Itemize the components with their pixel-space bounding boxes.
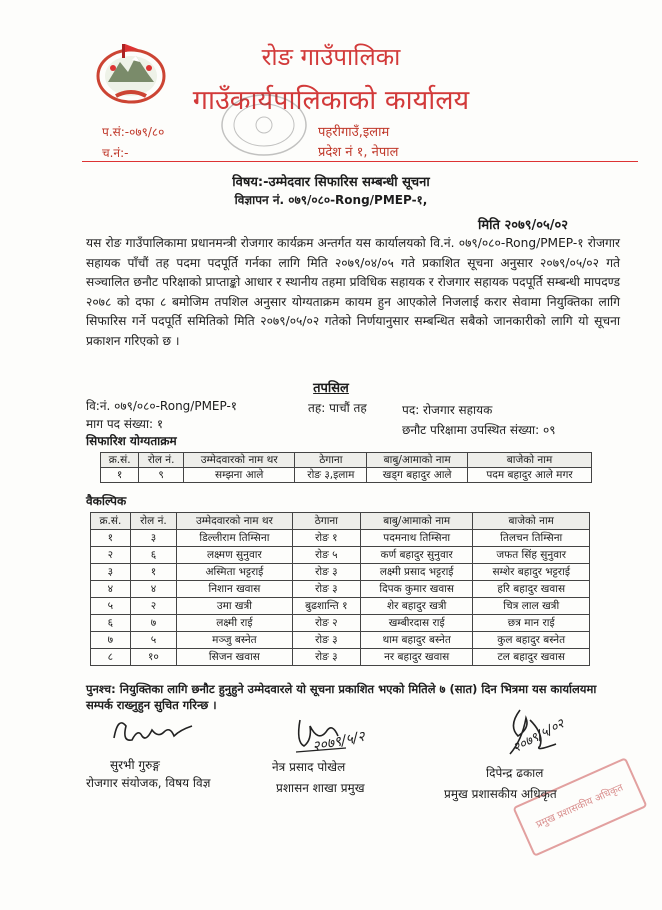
table-header-row bbox=[91, 513, 590, 530]
signature-3-date: २०७९/५/०२ bbox=[510, 716, 568, 757]
table-row bbox=[91, 564, 590, 581]
table-cell: खड्ग बहादुर आले bbox=[367, 468, 468, 483]
table-row bbox=[91, 632, 590, 649]
signatory-3-title: प्रमुख प्रशासकीय अधिकृत bbox=[444, 787, 557, 801]
table-row bbox=[91, 598, 590, 615]
table-cell: लक्ष्मी प्रसाद भट्टराई bbox=[360, 564, 472, 581]
table-cell: लक्ष्मी राई bbox=[177, 615, 293, 632]
column-header: रोल नं. bbox=[139, 453, 184, 468]
signatory-3-name: दिपेन्द्र ढकाल bbox=[486, 766, 544, 780]
signature-2-date: २०७९/५/२ bbox=[311, 728, 367, 756]
table-row bbox=[91, 581, 590, 598]
table-cell: नर बहादुर खवास bbox=[360, 649, 472, 666]
municipality-title: रोङ गाउँपालिका bbox=[261, 43, 401, 71]
office-title: गाउँकार्यपालिकाको कार्यालय bbox=[192, 85, 470, 116]
notice-number: विज्ञापन नं. ०७९/०८०-Rong/PMEP-१, bbox=[234, 193, 428, 207]
column-header: बाबु/आमाको नाम bbox=[367, 453, 468, 468]
table-cell: ४ bbox=[130, 581, 176, 598]
table-cell: ३ bbox=[91, 564, 131, 581]
position-name: पद: रोजगार सहायक bbox=[402, 403, 493, 417]
table-cell: हरि बहादुर खवास bbox=[473, 581, 590, 598]
table-cell: रोङ १ bbox=[292, 530, 360, 547]
table-cell: सम्शेर बहादुर भट्टराई bbox=[473, 564, 590, 581]
table-cell: सिजन खवास bbox=[177, 649, 293, 666]
column-header: क्र.सं. bbox=[91, 513, 131, 530]
alternate-section-heading: वैकल्पिक bbox=[86, 494, 127, 508]
table-row bbox=[91, 530, 590, 547]
column-header: ठेगाना bbox=[292, 513, 360, 530]
table-header-row bbox=[101, 453, 592, 468]
column-header: रोल नं. bbox=[130, 513, 176, 530]
notice-subject: विषय:-उम्मेदवार सिफारिस सम्बन्धी सूचना bbox=[232, 175, 430, 190]
table-cell: मञ्जु बस्नेत bbox=[177, 632, 293, 649]
exam-attendance-count: छनौट परिक्षामा उपस्थित संख्या: ०९ bbox=[402, 423, 556, 437]
column-header: उम्मेदवारको नाम थर bbox=[183, 453, 294, 468]
table-cell: कर्ण बहादुर सुनुवार bbox=[360, 547, 472, 564]
position-level: तह: पाचौं तह bbox=[308, 401, 367, 415]
table-cell: खम्बीरदास राई bbox=[360, 615, 472, 632]
table-cell: उमा खत्री bbox=[177, 598, 293, 615]
office-province: प्रदेश नं १, नेपाल bbox=[318, 145, 399, 160]
table-cell: टल बहादुर खवास bbox=[473, 649, 590, 666]
table-cell: पदम बहादुर आले मगर bbox=[467, 468, 591, 483]
table-cell: जफत सिंह सुनुवार bbox=[473, 547, 590, 564]
column-header: ठेगाना bbox=[295, 453, 367, 468]
demand-count: माग पद संख्या: १ bbox=[86, 417, 164, 431]
table-cell: ५ bbox=[130, 632, 176, 649]
alternate-table bbox=[90, 512, 590, 666]
table-cell: १ bbox=[130, 564, 176, 581]
table-cell: ६ bbox=[130, 547, 176, 564]
vacancy-number: वि:नं. ०७९/०८०-Rong/PMEP-१ bbox=[86, 399, 238, 413]
table-row bbox=[91, 649, 590, 666]
column-header: उम्मेदवारको नाम थर bbox=[177, 513, 293, 530]
table-cell: अस्मिता भट्टराई bbox=[177, 564, 293, 581]
table-cell: पदमनाथ तिम्सिना bbox=[360, 530, 472, 547]
table-row bbox=[91, 615, 590, 632]
notice-date: मिति २०७९/०५/०२ bbox=[478, 218, 569, 233]
recommended-table bbox=[100, 452, 592, 483]
column-header: बाजेको नाम bbox=[473, 513, 590, 530]
table-cell: २ bbox=[91, 547, 131, 564]
table-cell: ८ bbox=[91, 649, 131, 666]
table-cell: रोङ ५ bbox=[292, 547, 360, 564]
table-cell: ९ bbox=[139, 468, 184, 483]
table-cell: ५ bbox=[91, 598, 131, 615]
signatory-1-name: सुरभी गुरुङ्ग bbox=[110, 758, 160, 772]
table-cell: १० bbox=[130, 649, 176, 666]
table-cell: रोङ ३ bbox=[292, 632, 360, 649]
office-address: पहरीगाउँ,इलाम bbox=[318, 125, 390, 140]
table-cell: सम्झना आले bbox=[183, 468, 294, 483]
table-row bbox=[91, 547, 590, 564]
signatory-2-title: प्रशासन शाखा प्रमुख bbox=[276, 781, 365, 795]
table-cell: रोङ ३ bbox=[292, 564, 360, 581]
table-cell: ३ bbox=[130, 530, 176, 547]
table-cell: निशान खवास bbox=[177, 581, 293, 598]
table-row bbox=[101, 468, 592, 483]
table-cell: दिपक कुमार खवास bbox=[360, 581, 472, 598]
table-cell: शेर बहादुर खत्री bbox=[360, 598, 472, 615]
table-cell: १ bbox=[101, 468, 139, 483]
column-header: बाजेको नाम bbox=[467, 453, 591, 468]
notice-body: यस रोङ गाउँपालिकामा प्रधानमन्त्री रोजगार कार्यक्रम अन्तर्गत यस कार्यालयको वि.नं. ०७९/०८०-Rong/PMEP-१ रोजगार सहायक पाँचौं तह पदमा पदपूर्ति गर्नका लागि मिति २०७९/०४/०५ गते प्रकाशित सूचना अनुसार २०७९/०५/०२ गते सञ्चालित छनौट परिक्षाको प्राप्ताङ्को आधार र स्थानीय तहमा प्रविधिक सहायक र रोजगार सहायक पदपूर्ति सम्बन्धी मापदण्ड २०७८ को दफा ८ बमोजिम तपशिल अनुसार योग्यताक्रम कायम हुन आएकोले निजलाई करार सेवामा नियुक्तिका लागि सिफारिस गर्ने पदपूर्ति समितिको मिति २०७९/०५/०२ गतेको निर्णयानुसार सम्बन्धित सबैको जानकारीको लागि यो सूचना प्रकाशन गरिएको छ । bbox=[86, 236, 620, 348]
table-cell: ७ bbox=[91, 632, 131, 649]
table-cell: ६ bbox=[91, 615, 131, 632]
reference-number: प.सं:-०७९/८० bbox=[102, 125, 165, 139]
table-cell: रोङ ३,इलाम bbox=[295, 468, 367, 483]
table-cell: ७ bbox=[130, 615, 176, 632]
table-cell: रोङ ३ bbox=[292, 581, 360, 598]
table-cell: थाम बहादुर बस्नेत bbox=[360, 632, 472, 649]
table-cell: डिल्लीराम तिम्सिना bbox=[177, 530, 293, 547]
table-cell: ४ bbox=[91, 581, 131, 598]
column-header: बाबु/आमाको नाम bbox=[360, 513, 472, 530]
signatory-1-title: रोजगार संयोजक, विषय विज्ञ bbox=[86, 776, 211, 790]
dispatch-number: च.नं:- bbox=[102, 146, 129, 160]
table-cell: रोङ २ bbox=[292, 615, 360, 632]
table-cell: तिलचन तिम्सिना bbox=[473, 530, 590, 547]
table-cell: १ bbox=[91, 530, 131, 547]
table-cell: छत्र मान राई bbox=[473, 615, 590, 632]
column-header: क्र.सं. bbox=[101, 453, 139, 468]
table-cell: २ bbox=[130, 598, 176, 615]
table-cell: चित्र लाल खत्री bbox=[473, 598, 590, 615]
official-stamp: प्रमुख प्रशासकीय अधिकृत bbox=[512, 757, 647, 857]
signatory-2-name: नेत्र प्रसाद पोखेल bbox=[272, 760, 346, 774]
recommended-section-heading: सिफारिश योग्यताक्रम bbox=[86, 434, 177, 448]
office-seal-stamp bbox=[218, 92, 310, 158]
table-cell: बुढशान्ति १ bbox=[292, 598, 360, 615]
header-divider bbox=[82, 161, 638, 162]
details-heading: तपसिल bbox=[313, 381, 349, 396]
table-cell: लक्ष्मण सुनुवार bbox=[177, 547, 293, 564]
postscript-note: पुनश्च: नियुक्तिका लागि छनौट हुनुहुने उम्मेदवारले यो सूचना प्रकाशित भएको मितिले ७ (सात) दिन भित्रमा यस कार्यालयमा सम्पर्क राख्नुहुन सुचित गरिन्छ । bbox=[86, 682, 597, 712]
table-cell: रोङ ३ bbox=[292, 649, 360, 666]
signature-1-handwriting bbox=[108, 708, 198, 752]
table-cell: कुल बहादुर बस्नेत bbox=[473, 632, 590, 649]
